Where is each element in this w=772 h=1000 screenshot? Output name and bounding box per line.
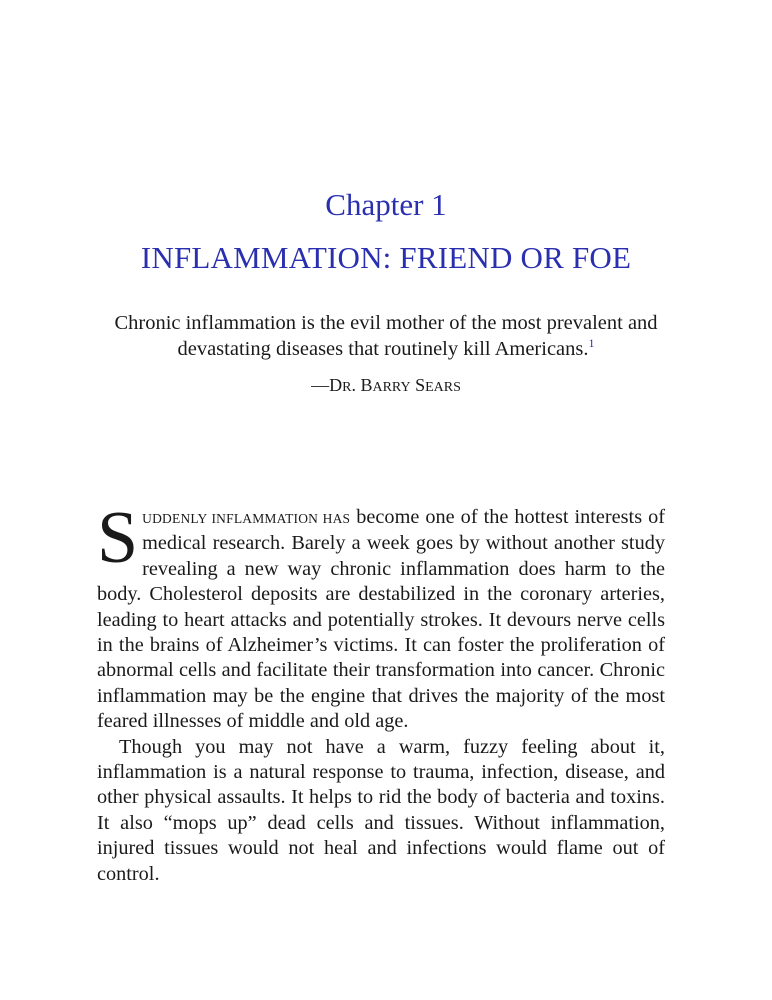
- attribution-part: S: [415, 375, 426, 395]
- epigraph-text: Chronic inflammation is the evil mother of the most prevalent and devastating diseases that routinely kill Americans.: [114, 312, 658, 360]
- chapter-title: INFLAMMATION: FRIEND OR FOE: [140, 240, 632, 275]
- lead-in-smallcaps: UDDENLY INFLAMMATION HAS: [142, 511, 351, 526]
- epigraph-quote: [90, 310, 682, 362]
- paragraph-1-text: become one of the hottest interests of medical research. Barely a week goes by without another study revealing a new way chronic inflammation does harm to the body. Cholesterol deposits are destabilized in the coronary arteries, leading to heart attacks and potentially strokes. It devours nerve cells in the brains of Alzheimer’s victims. It can foster the proliferation of abnormal cells and facilitate their transformation into cancer. Chronic inflammation may be the engine that drives the majority of the most feared illnesses of middle and old age.: [97, 506, 665, 733]
- attribution-part: B: [360, 375, 373, 395]
- epigraph-attribution: [0, 372, 772, 401]
- attribution-part: ARRY: [372, 380, 411, 395]
- attribution-dash: —: [311, 375, 330, 395]
- body-paragraph-1: [97, 497, 665, 735]
- attribution-part: .: [351, 375, 361, 395]
- footnote-reference[interactable]: 1: [588, 336, 595, 350]
- body-paragraph-2: Though you may not have a warm, fuzzy feeling about it, inflammation is a natural response to trauma, infection, disease, and other physical assaults. It helps to rid the body of bacteria and toxins. It also “mops up” dead cells and tissues. Without inflammation, injured tissues would not heal and infections would flame out of control.: [97, 735, 665, 885]
- attribution-part: R: [342, 380, 352, 395]
- chapter-body: [97, 497, 665, 887]
- chapter-number: Chapter 1: [325, 187, 447, 222]
- drop-cap: S: [97, 497, 139, 579]
- attribution-part: EARS: [425, 380, 461, 395]
- attribution-part: D: [329, 375, 343, 395]
